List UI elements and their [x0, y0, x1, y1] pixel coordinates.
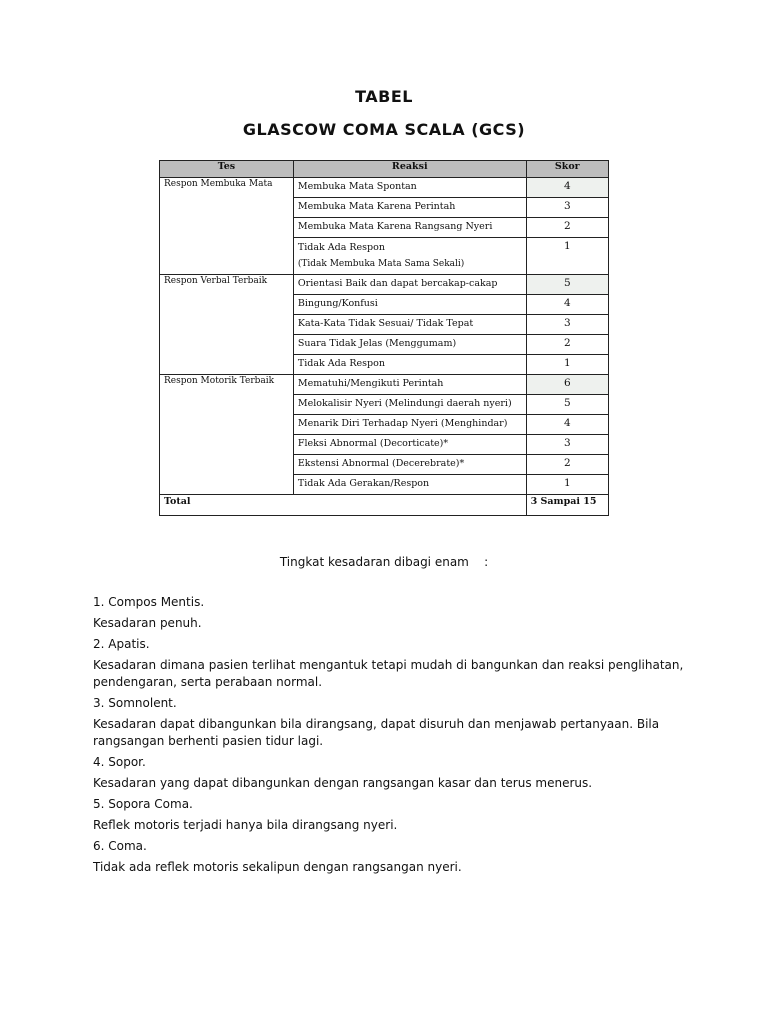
tes-cell-verbal: Respon Verbal Terbaik [160, 275, 294, 375]
reaksi-cell: Tidak Ada Respon [293, 355, 526, 375]
level-heading: 3. Somnolent. [93, 696, 177, 710]
tes-cell-eye: Respon Membuka Mata [160, 178, 294, 275]
skor-cell: 3 [526, 198, 608, 218]
total-value: 3 Sampai 15 [526, 495, 608, 516]
reaksi-cell: Orientasi Baik dan dapat bercakap-cakap [293, 275, 526, 295]
gcs-table [159, 160, 609, 516]
level-heading: 4. Sopor. [93, 755, 146, 769]
page-title: TABEL [355, 87, 413, 106]
skor-cell: 5 [526, 275, 608, 295]
reaksi-cell: Membuka Mata Spontan [293, 178, 526, 198]
reaksi-cell: Kata-Kata Tidak Sesuai/ Tidak Tepat [293, 315, 526, 335]
table-header-row [160, 161, 609, 178]
header-reaksi: Reaksi [293, 161, 526, 178]
reaksi-cell: Membuka Mata Karena Perintah [293, 198, 526, 218]
reaksi-cell: Fleksi Abnormal (Decorticate)* [293, 435, 526, 455]
reaksi-line: Tidak Ada Respon [297, 242, 385, 253]
reaksi-cell: Tidak Ada Gerakan/Respon [293, 475, 526, 495]
reaksi-cell: Mematuhi/Mengikuti Perintah [293, 375, 526, 395]
reaksi-line-note: (Tidak Membuka Mata Sama Sekali) [297, 259, 465, 269]
skor-cell: 1 [526, 238, 608, 275]
level-description: Tidak ada reflek motoris sekalipun dengan rangsangan nyeri. [93, 860, 462, 874]
level-description: Kesadaran penuh. [93, 616, 202, 630]
skor-cell: 2 [526, 218, 608, 238]
intro-text: Tingkat kesadaran dibagi enam : [279, 555, 489, 569]
skor-cell: 4 [526, 178, 608, 198]
table-row [160, 178, 609, 198]
level-description: Reflek motoris terjadi hanya bila dirangsang nyeri. [93, 818, 398, 832]
skor-cell: 3 [526, 435, 608, 455]
total-label: Total [160, 495, 527, 516]
reaksi-cell: Bingung/Konfusi [293, 295, 526, 315]
level-description: Kesadaran yang dapat dibangunkan dengan rangsangan kasar dan terus menerus. [93, 776, 593, 790]
table-row [160, 375, 609, 395]
skor-cell: 4 [526, 295, 608, 315]
reaksi-cell [293, 238, 526, 275]
page-subtitle: GLASCOW COMA SCALA (GCS) [242, 120, 526, 139]
consciousness-levels-list [93, 594, 703, 876]
skor-cell: 6 [526, 375, 608, 395]
skor-cell: 1 [526, 475, 608, 495]
level-heading: 6. Coma. [93, 839, 147, 853]
reaksi-cell: Melokalisir Nyeri (Melindungi daerah nyeri) [293, 395, 526, 415]
skor-cell: 3 [526, 315, 608, 335]
level-description: Kesadaran dimana pasien terlihat mengantuk tetapi mudah di bangunkan dan reaksi penglihatan, pendengaran, serta perabaan normal. [93, 658, 684, 689]
skor-cell: 5 [526, 395, 608, 415]
reaksi-cell: Menarik Diri Terhadap Nyeri (Menghindar) [293, 415, 526, 435]
reaksi-cell: Membuka Mata Karena Rangsang Nyeri [293, 218, 526, 238]
header-skor: Skor [526, 161, 608, 178]
skor-cell: 1 [526, 355, 608, 375]
level-heading: 1. Compos Mentis. [93, 595, 205, 609]
skor-cell: 2 [526, 455, 608, 475]
level-heading: 2. Apatis. [93, 637, 150, 651]
skor-cell: 2 [526, 335, 608, 355]
table-total-row [160, 495, 609, 516]
tes-cell-motor: Respon Motorik Terbaik [160, 375, 294, 495]
reaksi-cell: Ekstensi Abnormal (Decerebrate)* [293, 455, 526, 475]
skor-cell: 4 [526, 415, 608, 435]
level-description: Kesadaran dapat dibangunkan bila dirangsang, dapat disuruh dan menjawab pertanyaan. Bila rangsangan berhenti pasien tidur lagi. [93, 717, 660, 748]
header-tes: Tes [160, 161, 294, 178]
reaksi-cell: Suara Tidak Jelas (Menggumam) [293, 335, 526, 355]
level-heading: 5. Sopora Coma. [93, 797, 193, 811]
table-row [160, 275, 609, 295]
